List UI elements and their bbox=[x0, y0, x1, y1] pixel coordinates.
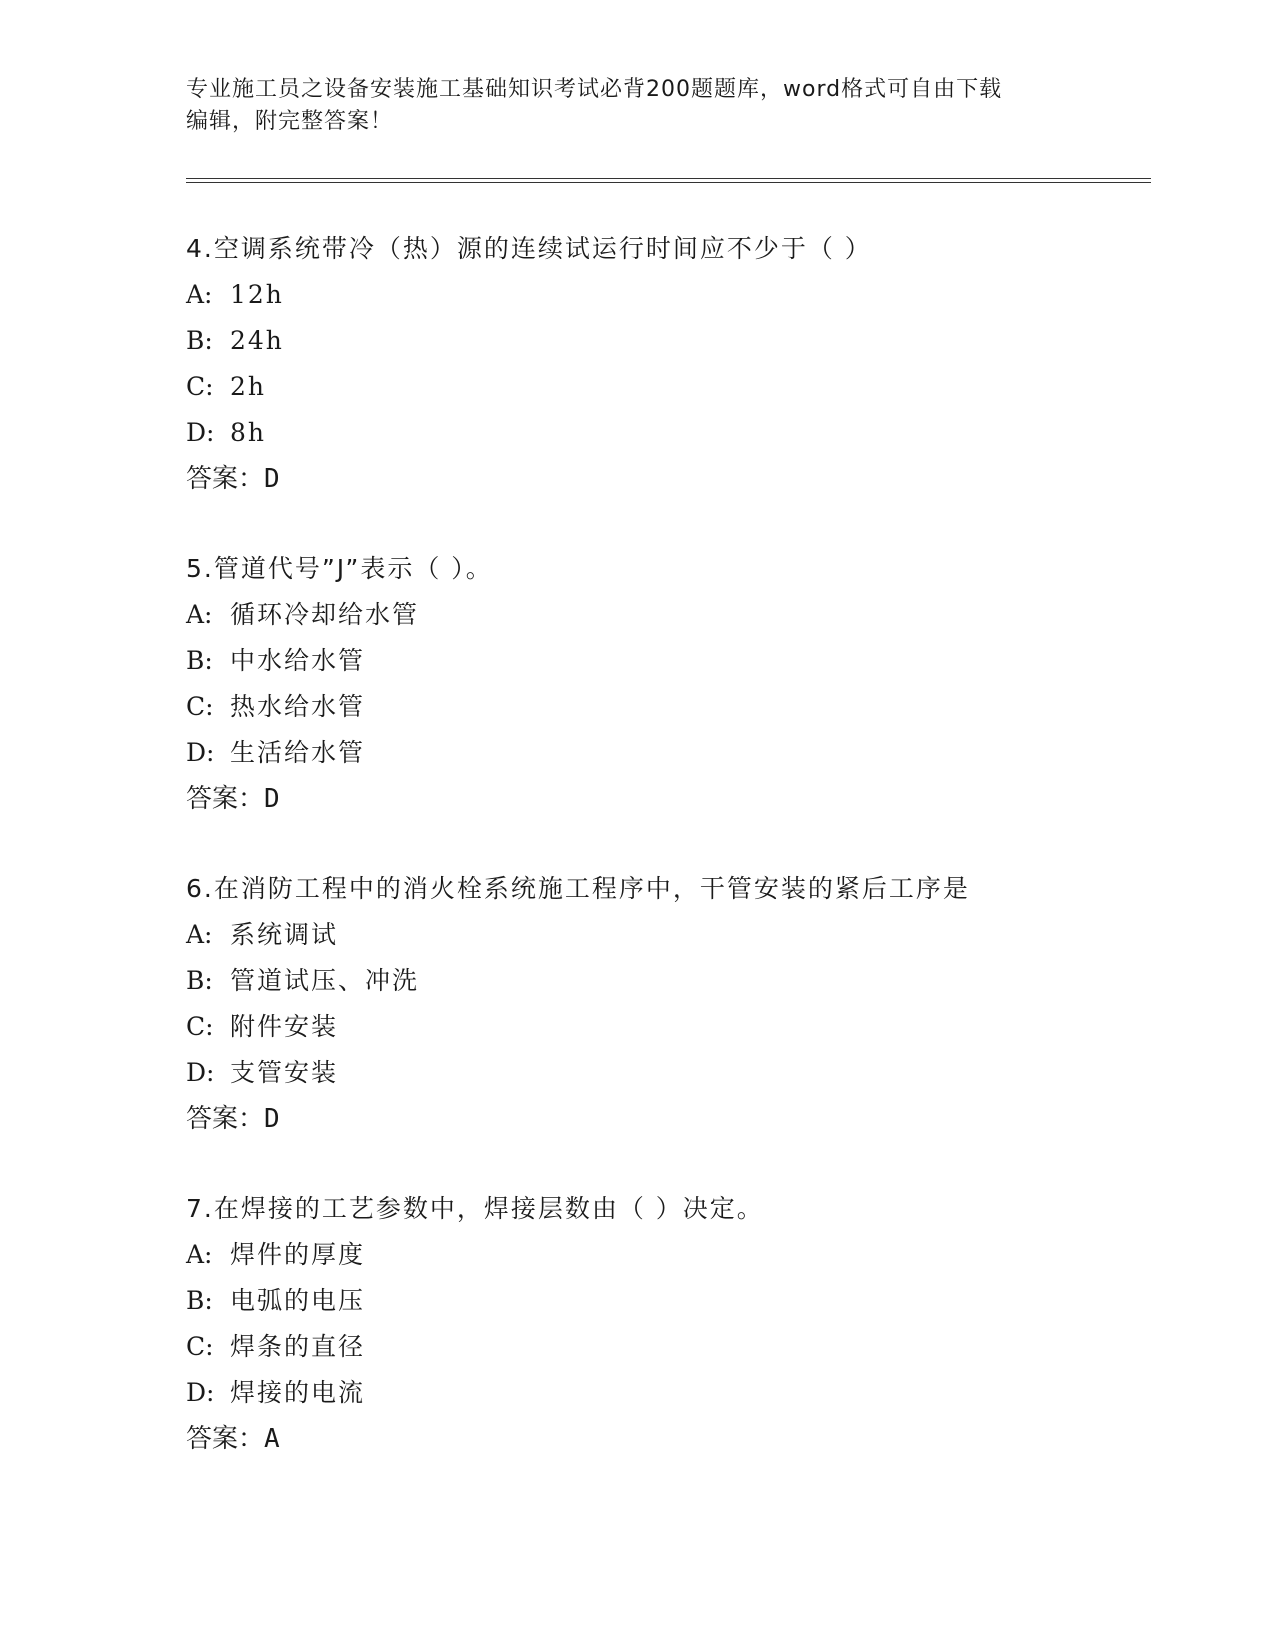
option-text: 支管安装 bbox=[230, 1058, 339, 1087]
option-text: 管道试压、冲洗 bbox=[230, 966, 420, 995]
document-header bbox=[186, 74, 1086, 138]
option-c bbox=[186, 1004, 1086, 1050]
header-line-1: 专业施工员之设备安装施工基础知识考试必背200题题库，word格式可自由下载 bbox=[186, 77, 1003, 102]
option-a bbox=[186, 912, 1086, 958]
option-text: 焊条的直径 bbox=[230, 1332, 366, 1361]
answer bbox=[186, 456, 1086, 502]
option-c bbox=[186, 364, 1086, 410]
question-6 bbox=[186, 866, 1086, 1142]
option-d bbox=[186, 730, 1086, 776]
option-letter: A: bbox=[186, 1240, 213, 1269]
option-text: 24h bbox=[230, 326, 284, 355]
option-letter: B: bbox=[186, 326, 213, 355]
option-letter: D: bbox=[186, 1058, 215, 1087]
option-letter: D: bbox=[186, 738, 215, 767]
question-5 bbox=[186, 546, 1086, 822]
option-letter: A: bbox=[186, 920, 213, 949]
option-a bbox=[186, 1232, 1086, 1278]
answer-value: A bbox=[264, 1424, 280, 1454]
option-letter: C: bbox=[186, 692, 214, 721]
answer-label: 答案： bbox=[186, 1424, 265, 1454]
option-letter: A: bbox=[186, 280, 213, 309]
answer-value: D bbox=[264, 1104, 280, 1134]
question-7 bbox=[186, 1186, 1086, 1462]
option-text: 系统调试 bbox=[230, 920, 339, 949]
header-line-2: 编辑，附完整答案！ bbox=[186, 109, 394, 134]
option-d bbox=[186, 410, 1086, 456]
option-b bbox=[186, 1278, 1086, 1324]
option-text: 焊接的电流 bbox=[230, 1378, 366, 1407]
question-title: 6.在消防工程中的消火栓系统施工程序中，干管安装的紧后工序是 bbox=[186, 874, 970, 903]
question-title: 7.在焊接的工艺参数中，焊接层数由（ ）决定。 bbox=[186, 1194, 764, 1223]
answer-value: D bbox=[264, 784, 280, 814]
option-letter: C: bbox=[186, 372, 214, 401]
option-letter: B: bbox=[186, 966, 213, 995]
answer-label: 答案： bbox=[186, 784, 265, 814]
option-letter: C: bbox=[186, 1012, 214, 1041]
option-text: 焊件的厚度 bbox=[230, 1240, 366, 1269]
answer bbox=[186, 776, 1086, 822]
option-text: 生活给水管 bbox=[230, 738, 366, 767]
option-d bbox=[186, 1370, 1086, 1416]
answer-label: 答案： bbox=[186, 1104, 265, 1134]
question-title: 4.空调系统带冷（热）源的连续试运行时间应不少于（ ） bbox=[186, 234, 872, 263]
answer-label: 答案： bbox=[186, 464, 265, 494]
option-letter: A: bbox=[186, 600, 213, 629]
answer bbox=[186, 1096, 1086, 1142]
option-a bbox=[186, 272, 1086, 318]
option-text: 2h bbox=[230, 372, 267, 401]
option-letter: B: bbox=[186, 646, 213, 675]
option-c bbox=[186, 1324, 1086, 1370]
question-title: 5.管道代号”J”表示（ ）。 bbox=[186, 554, 493, 583]
option-text: 8h bbox=[230, 418, 267, 447]
option-a bbox=[186, 592, 1086, 638]
header-divider bbox=[186, 178, 1151, 183]
option-text: 中水给水管 bbox=[230, 646, 366, 675]
option-b bbox=[186, 638, 1086, 684]
option-text: 电弧的电压 bbox=[230, 1286, 366, 1315]
option-text: 循环冷却给水管 bbox=[230, 600, 420, 629]
option-letter: C: bbox=[186, 1332, 214, 1361]
option-text: 附件安装 bbox=[230, 1012, 339, 1041]
question-4 bbox=[186, 226, 1086, 502]
option-letter: D: bbox=[186, 418, 215, 447]
option-text: 热水给水管 bbox=[230, 692, 366, 721]
option-b bbox=[186, 958, 1086, 1004]
answer-value: D bbox=[264, 464, 280, 494]
option-b bbox=[186, 318, 1086, 364]
option-letter: B: bbox=[186, 1286, 213, 1315]
option-text: 12h bbox=[230, 280, 284, 309]
option-c bbox=[186, 684, 1086, 730]
option-letter: D: bbox=[186, 1378, 215, 1407]
option-d bbox=[186, 1050, 1086, 1096]
answer bbox=[186, 1416, 1086, 1462]
